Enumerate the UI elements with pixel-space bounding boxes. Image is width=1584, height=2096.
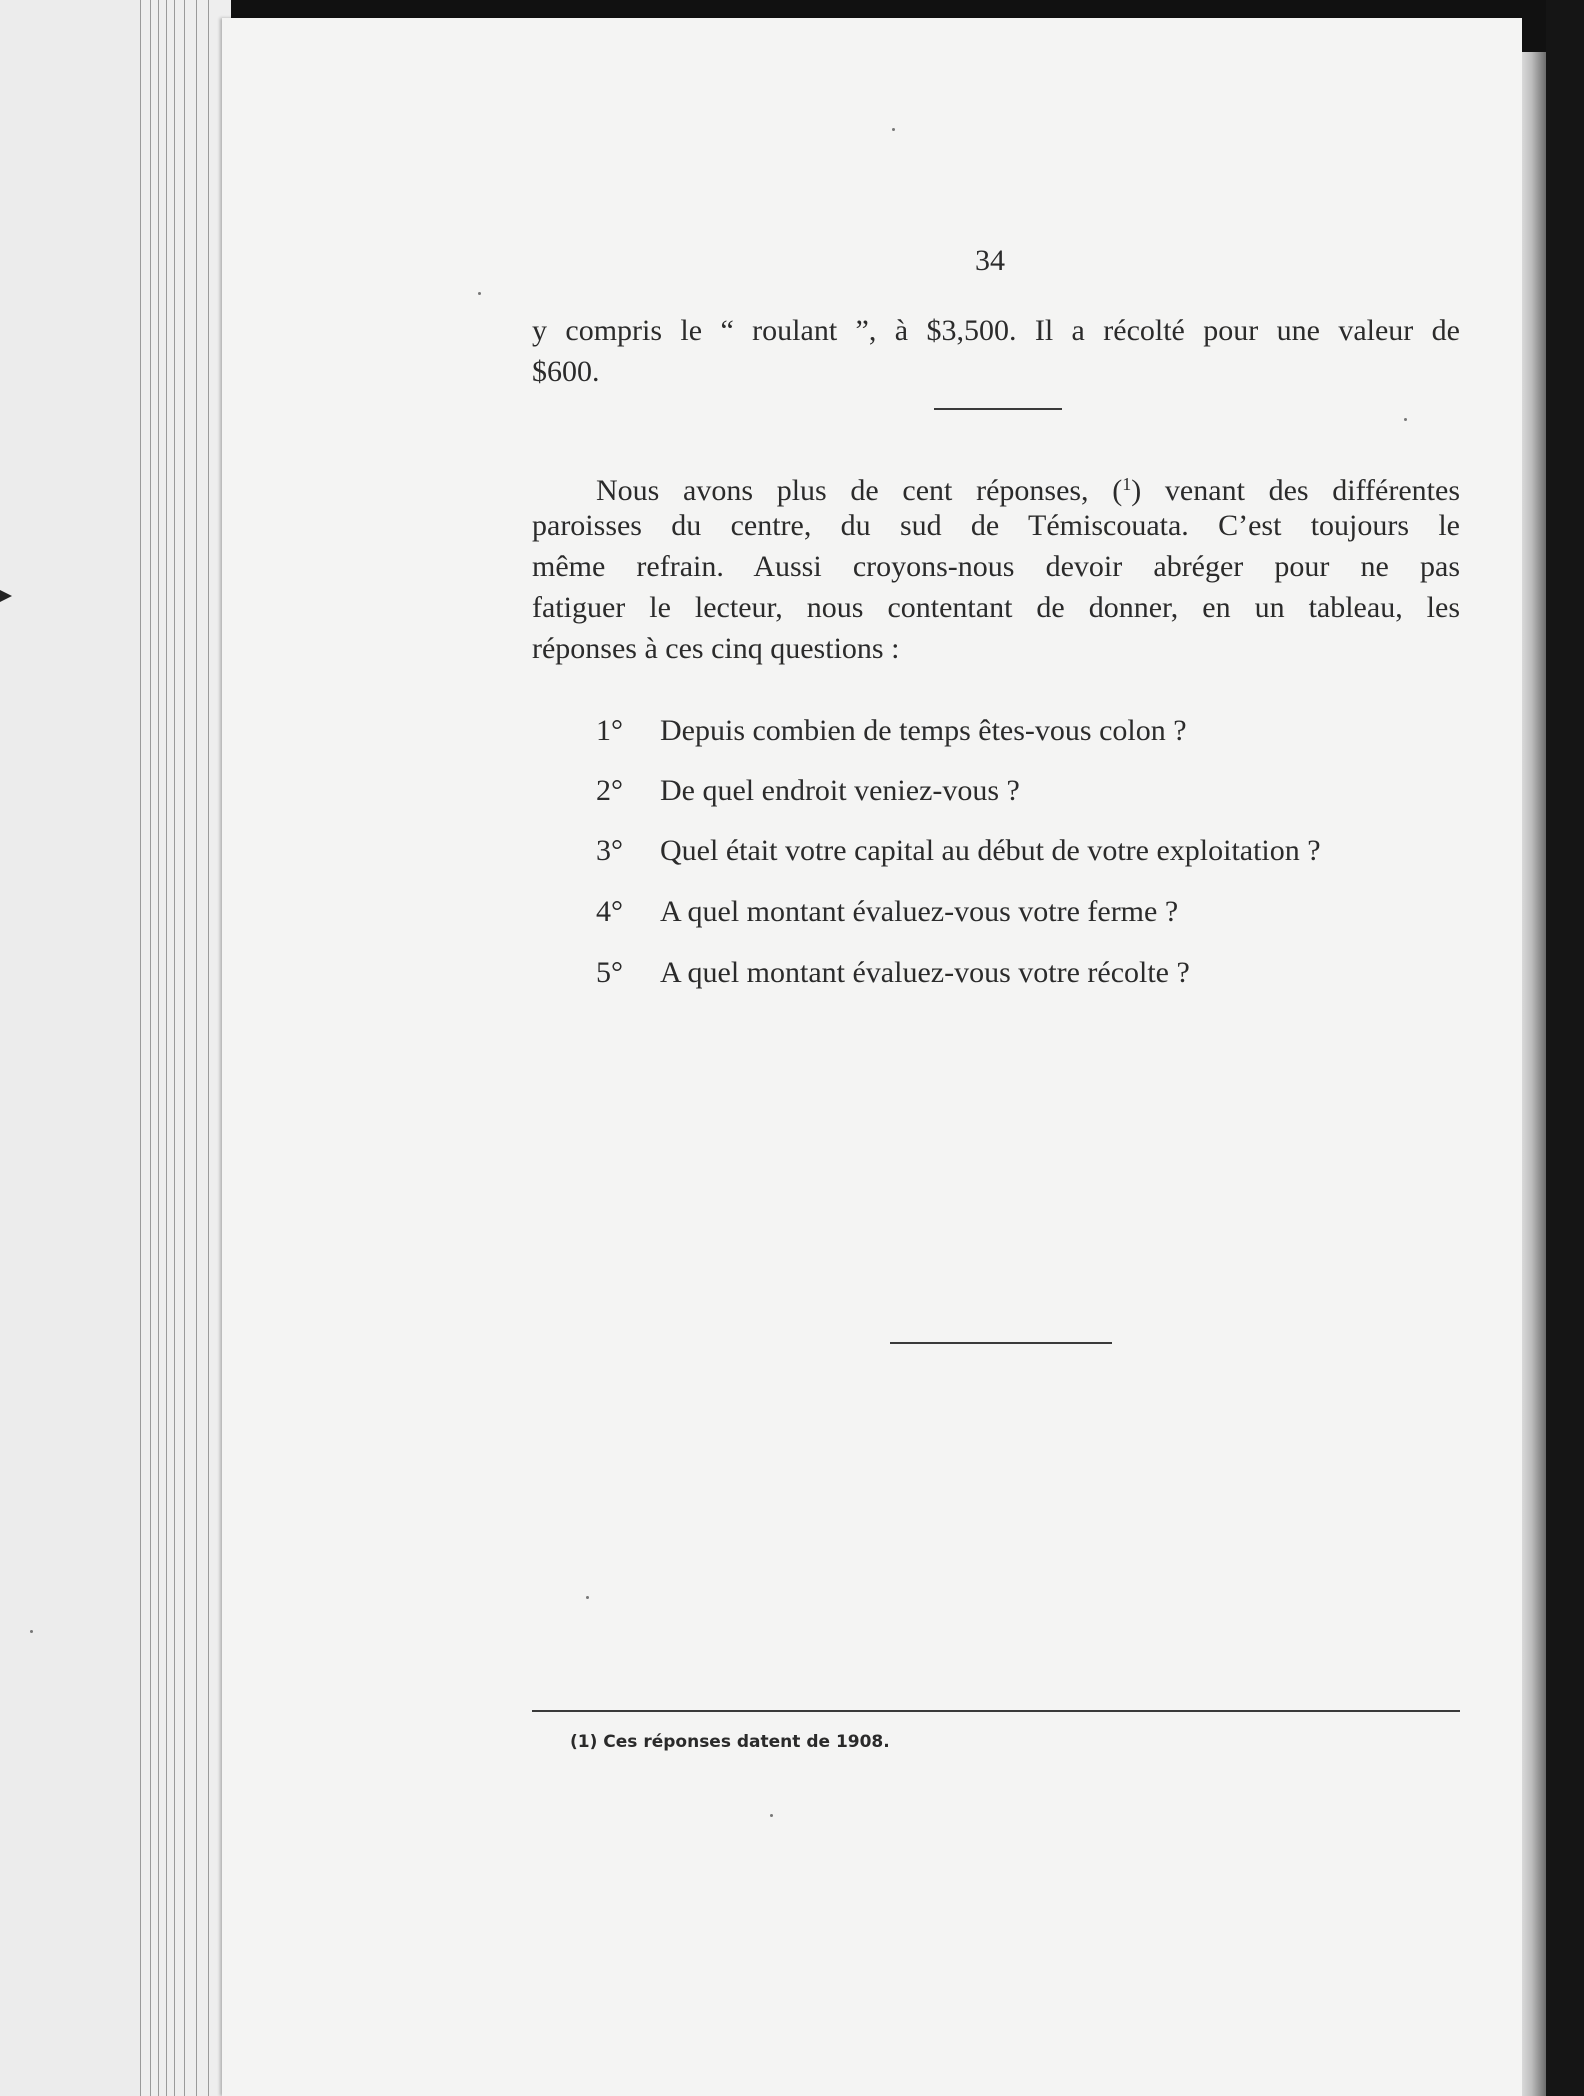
paragraph-text: Nous avons plus de cent réponses, ( xyxy=(596,474,1123,507)
carry-over-line: $600. xyxy=(532,355,600,388)
left-arrow-icon xyxy=(0,590,12,602)
scan-speck xyxy=(770,1814,773,1817)
scan-left-margin xyxy=(0,0,140,2096)
question-number: 5° xyxy=(596,956,623,989)
paragraph-line: paroisses du centre, du sud de Témiscouata. C’est toujours le xyxy=(532,509,1460,542)
question-number: 2° xyxy=(596,774,623,807)
scan-speck xyxy=(892,128,895,131)
scan-speck xyxy=(1404,418,1407,421)
question-text: A quel montant évaluez-vous votre ferme ? xyxy=(660,895,1179,928)
scan-top-border xyxy=(0,0,1584,14)
paragraph-line: fatiguer le lecteur, nous contentant de donner, en un tableau, les xyxy=(532,591,1460,624)
end-separator xyxy=(890,1342,1112,1344)
question-text: Depuis combien de temps êtes-vous colon ? xyxy=(660,714,1187,747)
page-number: 34 xyxy=(975,244,1005,277)
scan-speck xyxy=(30,1630,33,1633)
question-number: 3° xyxy=(596,834,623,867)
question-text: A quel montant évaluez-vous votre récolte ? xyxy=(660,956,1190,989)
section-separator xyxy=(934,408,1062,410)
paragraph-line: réponses à ces cinq questions : xyxy=(532,632,900,665)
footnote: (1) Ces réponses datent de 1908. xyxy=(570,1732,890,1752)
footnote-rule xyxy=(532,1710,1460,1712)
scan-speck xyxy=(478,292,481,295)
question-text: De quel endroit veniez-vous ? xyxy=(660,774,1020,807)
page-right-edge xyxy=(1522,52,1546,2096)
carry-over-line: y compris le “ roulant ”, à $3,500. Il a récolté pour une valeur de xyxy=(532,314,1460,347)
scan-speck xyxy=(586,1596,589,1599)
question-text: Quel était votre capital au début de votre exploitation ? xyxy=(660,834,1321,867)
footnote-marker: 1 xyxy=(1122,474,1132,494)
scan-right-border xyxy=(1546,0,1584,2096)
question-number: 1° xyxy=(596,714,623,747)
paragraph-line xyxy=(596,464,1460,511)
question-number: 4° xyxy=(596,895,623,928)
paragraph-text: ) venant des différentes xyxy=(1131,474,1460,507)
paragraph-line: même refrain. Aussi croyons-nous devoir abréger pour ne pas xyxy=(532,550,1460,583)
